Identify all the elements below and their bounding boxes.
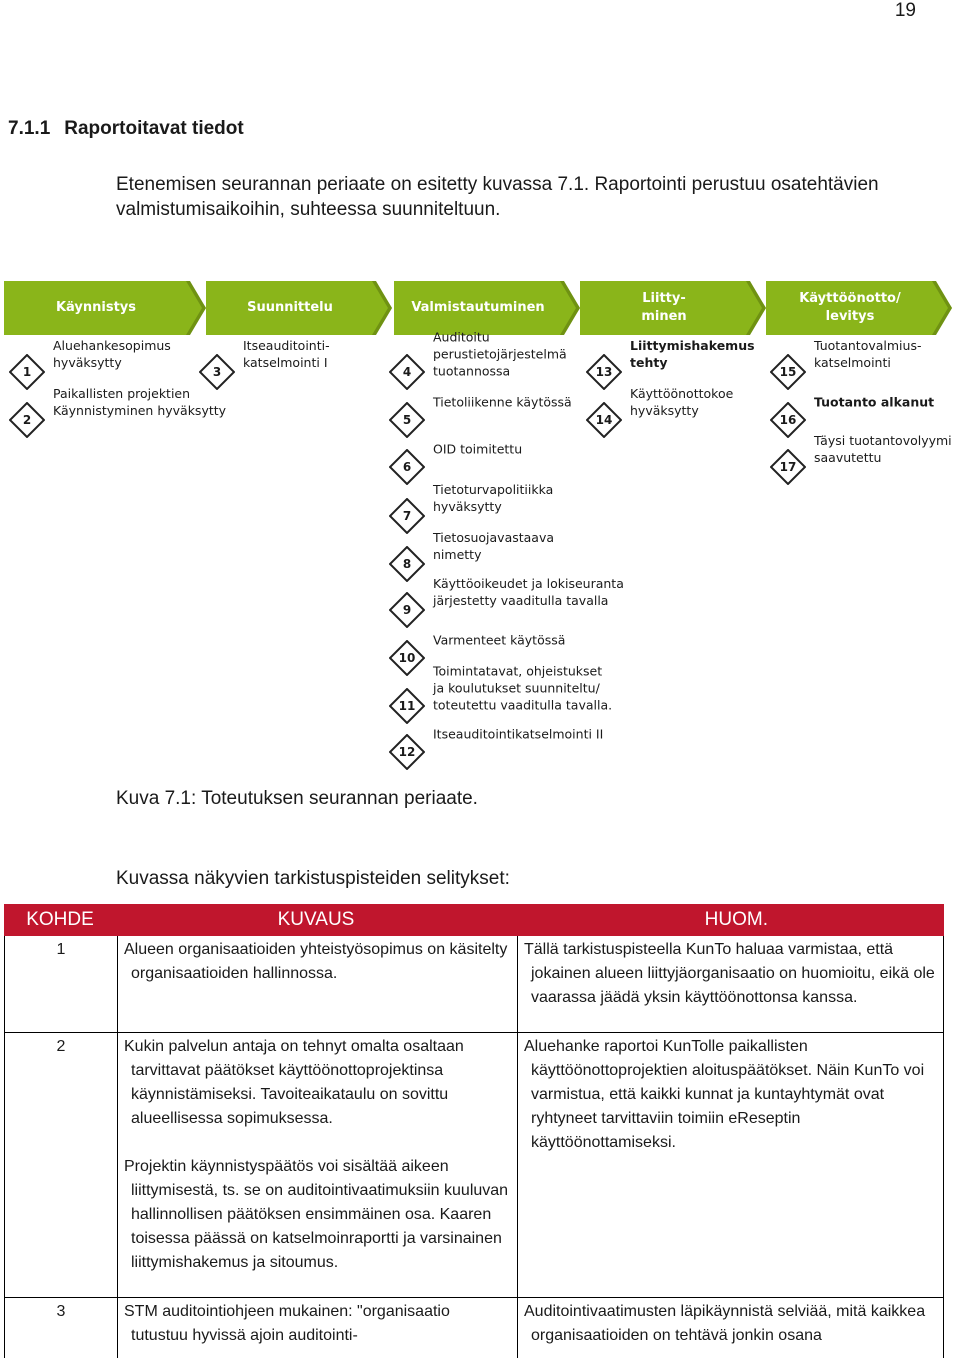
checkpoint-label: Tuotanto alkanut [814,394,935,410]
section-heading [8,118,244,140]
phase-label: Valmistautuminen [411,300,545,315]
checkpoint-number: 1 [22,365,32,379]
checkpoint-label: Paikallisten projektien Käynnistyminen hyväksytty [53,386,227,418]
checkpoint-number: 11 [398,699,416,713]
row-note [518,1033,943,1297]
header-huom: HUOM. [704,909,768,930]
section-number: 7.1.1 [8,118,51,139]
checkpoint-label: Aluehankesopimus hyväksytty [53,338,171,370]
checkpoint-number: 13 [595,365,613,379]
table-row [5,1032,943,1297]
table-row [5,936,943,1032]
checkpoint-label: Auditoitu perustietojärjestelmä tuotannossa [433,329,567,379]
phase-label: Käynnistys [55,300,137,315]
page-number: 19 [894,0,916,21]
checkpoint-label: Tietoliikenne käytössä [433,394,572,410]
checkpoint-label: Käyttöoikeudet ja lokiseuranta järjestetty vaaditulla tavalla [433,576,624,608]
phase-label: Suunnittelu [247,300,333,315]
description-paragraph: Alueen organisaatioiden yhteistyösopimus on käsitelty organisaatioiden hallinnossa. [124,941,508,982]
phase-label: Käyttöönotto/ levitys [799,291,901,324]
checkpoint-label: Itseauditointikatselmointi II [433,726,604,742]
row-number: 3 [5,1298,118,1358]
checkpoint-label: Toimintatavat, ohjeistukset ja koulutukset suunniteltu/ toteutettu vaaditulla tavalla. [433,663,613,713]
phase-liittyminen [580,281,766,335]
note-paragraph: Tällä tarkistuspisteella KunTo haluaa varmistaa, että jokainen alueen liittyjäorganisaatio on huomioitu, eikä ole vaarassa jäädä yksin käyttöönottonsa kanssa. [524,941,935,1006]
checkpoint-label: Tietoturvapolitiikka hyväksytty [433,482,554,514]
row-description [118,1033,518,1297]
phase-valmistautuminen [394,281,580,335]
checkpoint-number: 4 [402,365,412,379]
checkpoint-number: 10 [398,651,416,665]
checkpoint-label: Liittymishakemus tehty [630,338,755,370]
checkpoint-number: 12 [398,745,416,759]
phase-label: Liitty- minen [641,291,687,324]
header-kohde: KOHDE [26,909,94,930]
figure-caption: Kuva 7.1: Toteutuksen seurannan periaate. [116,788,478,809]
section-title: Raportoitavat tiedot [64,118,244,139]
table-header [4,904,944,936]
table-row [5,1297,943,1358]
checkpoint-number: 14 [595,413,613,427]
phase-kayttoonotto [766,281,952,335]
checkpoint-number: 17 [779,460,797,474]
progress-diagram [0,272,960,772]
checkpoint-number: 8 [402,557,412,571]
checkpoint-number: 16 [779,413,797,427]
phase-kaynnistys [4,281,206,335]
checkpoint-number: 2 [22,413,32,427]
header-kuvaus: KUVAUS [277,909,355,930]
table-intro: Kuvassa näkyvien tarkistuspisteiden selitykset: [116,868,510,889]
checkpoint-number: 7 [402,509,412,523]
table-body [4,936,944,1358]
checkpoint-label: OID toimitettu [433,441,523,457]
row-description [118,936,518,1032]
row-note [518,1298,943,1358]
checkpoint-label: Tuotantovalmius- katselmointi [814,338,922,370]
checkpoint-table [4,904,944,1358]
description-paragraph: STM auditointiohjeen mukainen: "organisaatio tutustuu hyvissä ajoin auditointi- [124,1303,450,1344]
row-note [518,936,943,1032]
phase-suunnittelu [206,281,392,335]
checkpoint-number: 15 [779,365,797,379]
row-number: 2 [5,1033,118,1297]
description-paragraph: Projektin käynnistyspäätös voi sisältää aikeen liittymisestä, ts. se on auditointivaatimuksiin kuuluvan hallinnollisen päätöksen ensimmäinen osa. Kaaren toisessa päässä on katselmoinraportti ja varsinainen liittymishakemus ja sitoumus. [124,1158,509,1271]
checkpoint-label: Varmenteet käytössä [433,632,566,648]
checkpoint-number: 6 [402,460,412,474]
checkpoint-number: 3 [212,365,222,379]
checkpoint-number: 5 [402,413,412,427]
note-paragraph: Auditointivaatimusten läpikäynnistä selviää, mitä kaikkea organisaatioiden on tehtävä jonkin osana [524,1303,926,1344]
row-number: 1 [5,936,118,1032]
description-paragraph: Kukin palvelun antaja on tehnyt omalta osaltaan tarvittavat päätökset käyttöönottoprojektinsa käynnistämiseksi. Tavoiteaikataulu on sovittu alueellisessa sopimuksessa. [124,1038,464,1127]
checkpoint-number: 9 [402,603,412,617]
intro-paragraph: Etenemisen seurannan periaate on esitetty kuvassa 7.1. Raportointi perustuu osatehtävien valmistumisaikoihin, suhteessa suunniteltuun. [116,174,879,220]
checkpoint-label: Käyttöönottokoe hyväksytty [630,386,734,418]
note-paragraph: Aluehanke raportoi KunTolle paikallisten käyttöönottoprojektien aloituspäätökset. Näin KunTo voi varmistua, että kaikki kunnat ja kuntayhtymät ovat ryhtyneet tarvittaviin toimiin eReseptin käyttöönottamiseksi. [524,1038,925,1151]
checkpoint-label: Täysi tuotantovolyymi saavutettu [814,433,952,465]
checkpoint-label: Tietosuojavastaava nimetty [433,530,555,562]
row-description [118,1298,518,1358]
checkpoint-label: Itseauditointi- katselmointi I [243,338,330,370]
